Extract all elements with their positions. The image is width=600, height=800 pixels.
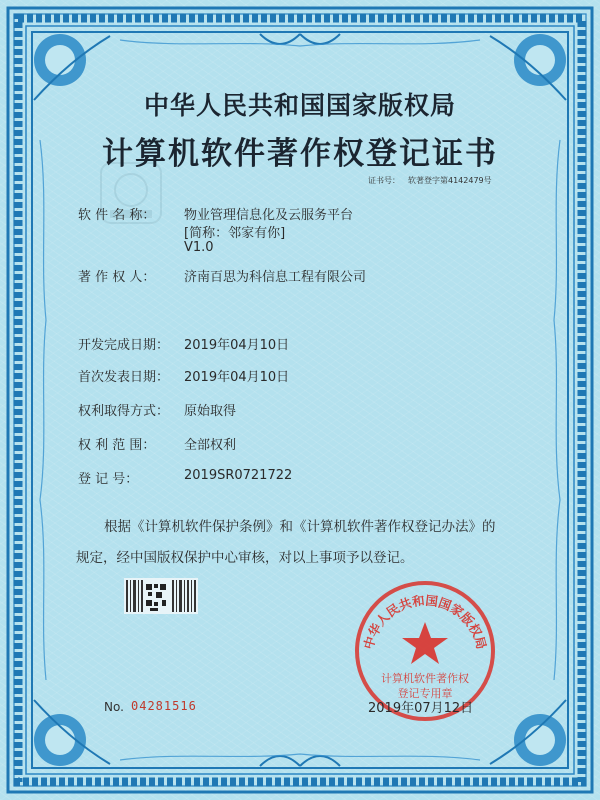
acquisition-method-label: 权利取得方式： [78, 404, 170, 419]
registration-number-label: 登 记 号： [78, 472, 139, 487]
statement-line-1: 根据《计算机软件保护条例》和《计算机软件著作权登记办法》的 [104, 519, 496, 535]
publication-date-value: 2019年04月10日 [184, 370, 290, 385]
registration-number-value: 2019SR0721722 [184, 468, 293, 483]
software-short-name: [简称：邻家有你] [184, 226, 286, 241]
rights-scope-value: 全部权利 [184, 438, 237, 453]
rights-scope-label: 权 利 范 围： [78, 438, 156, 453]
issuer-heading: 中华人民共和国国家版权局 [143, 91, 456, 120]
svg-text:计算机软件著作权: 计算机软件著作权 [381, 672, 469, 685]
barcode [124, 578, 198, 614]
certificate-title: 计算机软件著作权登记证书 [102, 136, 498, 172]
software-version: V1.0 [184, 240, 214, 255]
issue-date: 2019年07月12日 [368, 701, 474, 716]
svg-text:登记专用章: 登记专用章 [397, 687, 453, 700]
copyright-holder-label: 著 作 权 人： [78, 270, 156, 285]
certificate-number [368, 175, 492, 186]
completion-date-value: 2019年04月10日 [184, 338, 290, 353]
publication-date-label: 首次发表日期： [78, 370, 170, 385]
completion-date-label: 开发完成日期： [78, 338, 170, 353]
copyright-holder-value: 济南百思为科信息工程有限公司 [184, 270, 367, 285]
serial-number-value: 04281516 [131, 699, 197, 713]
certificate-number-label: 证书号： [368, 176, 400, 185]
statement-line-2: 规定，经中国版权保护中心审核，对以上事项予以登记。 [76, 550, 414, 566]
certificate-number-value: 软著登字第4142479号 [408, 176, 492, 185]
software-name-value: 物业管理信息化及云服务平台 [184, 208, 354, 223]
software-name-label: 软 件 名 称： [78, 208, 156, 223]
acquisition-method-value: 原始取得 [184, 404, 237, 419]
serial-number-label: No. [104, 700, 124, 714]
svg-text:中华人民共和国国家版权局: 中华人民共和国国家版权局 [360, 592, 490, 651]
